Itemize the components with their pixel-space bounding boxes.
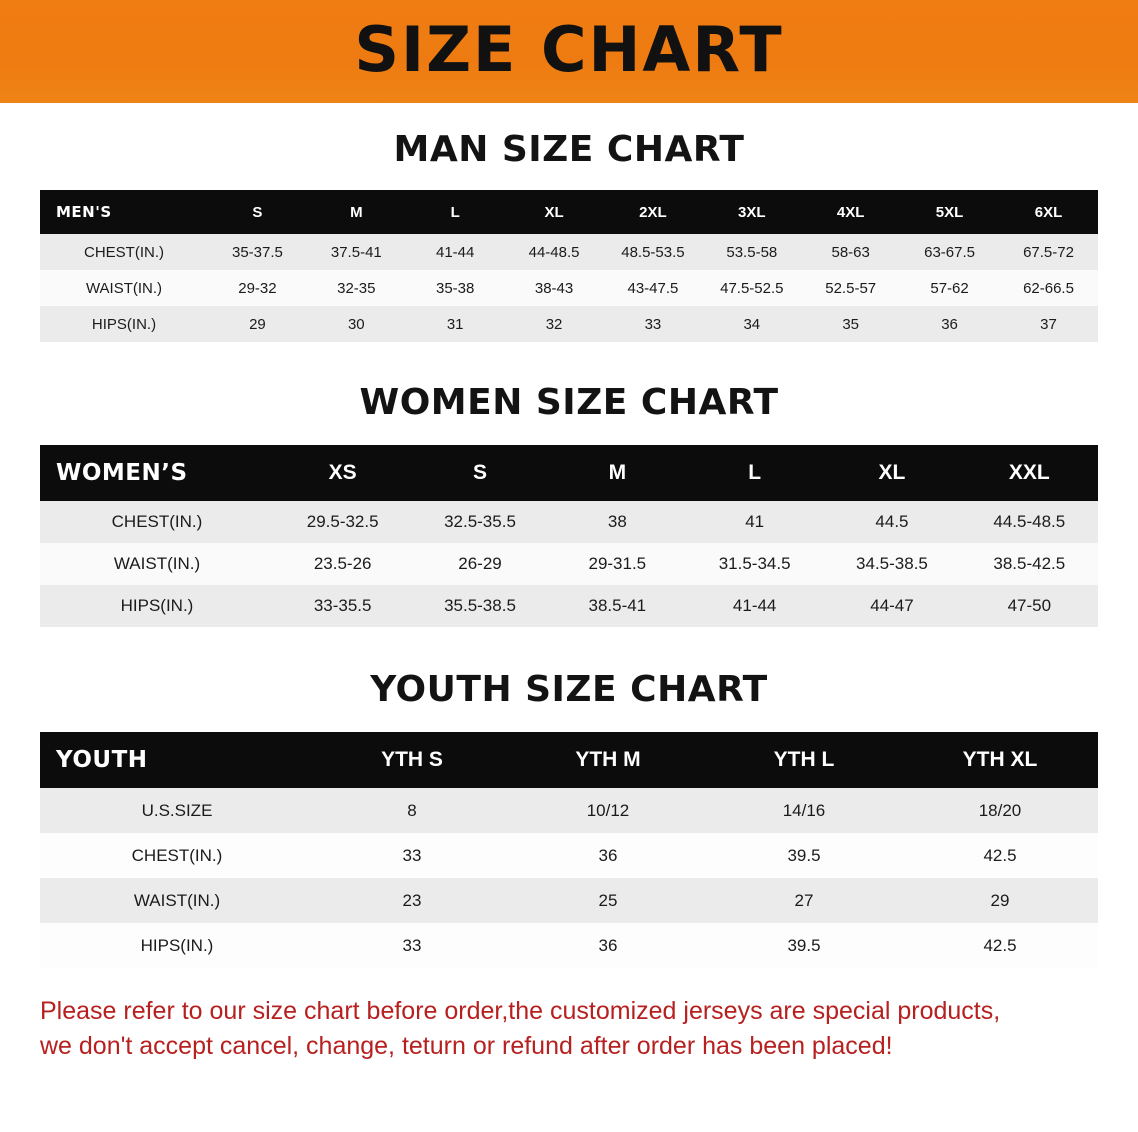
women-cell-2-4: 44-47 bbox=[870, 596, 914, 615]
youth-cell-2-2: 27 bbox=[794, 890, 814, 910]
man-cell-2-1: 30 bbox=[347, 315, 365, 333]
man-cell-0-0: 35-37.5 bbox=[232, 243, 283, 261]
women-size-table bbox=[40, 445, 1098, 627]
man-cell-2-6: 35 bbox=[842, 315, 860, 333]
man-table-header bbox=[40, 190, 1098, 234]
women-table-header bbox=[40, 445, 1098, 501]
women-cell-2-2: 38.5-41 bbox=[588, 596, 647, 615]
table-row bbox=[40, 306, 1098, 342]
women-cell-1-0: 23.5-26 bbox=[313, 554, 372, 573]
man-cell-0-1: 37.5-41 bbox=[330, 243, 382, 261]
youth-row-2-label: WAIST(IN.) bbox=[133, 890, 221, 910]
table-row bbox=[40, 234, 1098, 270]
women-cell-1-3: 31.5-34.5 bbox=[718, 554, 791, 573]
youth-col-1: YTH M bbox=[575, 748, 641, 771]
women-cell-2-1: 35.5-38.5 bbox=[444, 596, 516, 615]
women-col-3: L bbox=[748, 461, 762, 484]
disclaimer-line-1: Please refer to our size chart before order,the customized jerseys are special products, bbox=[40, 997, 1001, 1025]
disclaimer-note bbox=[40, 994, 1098, 1063]
youth-col-0: YTH S bbox=[381, 748, 443, 771]
youth-cell-3-3: 42.5 bbox=[983, 935, 1017, 955]
women-cell-2-5: 47-50 bbox=[1007, 596, 1052, 615]
women-cell-1-2: 29-31.5 bbox=[588, 554, 647, 573]
youth-table-header bbox=[40, 732, 1098, 788]
women-cell-2-3: 41-44 bbox=[732, 596, 777, 615]
man-size-table bbox=[40, 190, 1098, 342]
man-col-6: 4XL bbox=[836, 203, 865, 221]
youth-cell-3-1: 36 bbox=[598, 935, 618, 955]
man-col-4: 2XL bbox=[639, 203, 667, 221]
youth-row-3-label: HIPS(IN.) bbox=[140, 935, 214, 955]
women-col-4: XL bbox=[878, 461, 906, 484]
man-cell-2-2: 31 bbox=[446, 315, 464, 333]
youth-col-3: YTH XL bbox=[962, 748, 1038, 771]
youth-cell-0-1: 10/12 bbox=[586, 800, 630, 820]
man-cell-1-5: 47.5-52.5 bbox=[720, 279, 784, 297]
man-col-7: 5XL bbox=[935, 203, 964, 221]
youth-cell-2-3: 29 bbox=[990, 890, 1010, 910]
man-cell-2-3: 32 bbox=[545, 315, 563, 333]
man-col-1: M bbox=[350, 203, 363, 221]
women-cell-2-0: 33-35.5 bbox=[313, 596, 372, 615]
women-cell-0-3: 41 bbox=[745, 512, 765, 531]
man-cell-0-3: 44-48.5 bbox=[528, 243, 580, 261]
women-table-wrapper bbox=[40, 445, 1098, 627]
man-cell-1-8: 62-66.5 bbox=[1023, 279, 1074, 297]
man-col-3: XL bbox=[544, 203, 564, 221]
women-cell-0-0: 29.5-32.5 bbox=[306, 512, 379, 531]
youth-cell-0-2: 14/16 bbox=[782, 800, 826, 820]
man-col-2: L bbox=[450, 203, 460, 221]
youth-cell-1-0: 33 bbox=[402, 845, 422, 865]
table-row bbox=[40, 543, 1098, 585]
women-col-1: S bbox=[472, 461, 487, 484]
youth-section-heading: YOUTH SIZE CHART bbox=[370, 669, 768, 710]
youth-cell-2-1: 25 bbox=[598, 890, 618, 910]
table-row bbox=[40, 878, 1098, 923]
youth-table-body bbox=[40, 788, 1098, 968]
table-row bbox=[40, 501, 1098, 543]
man-cell-1-0: 29-32 bbox=[238, 279, 277, 297]
man-cell-0-7: 63-67.5 bbox=[924, 243, 975, 261]
youth-size-table bbox=[40, 732, 1098, 968]
women-row-1-label: WAIST(IN.) bbox=[113, 554, 201, 573]
man-row-2-label: HIPS(IN.) bbox=[91, 315, 157, 333]
man-cell-1-2: 35-38 bbox=[436, 279, 475, 297]
man-cell-0-8: 67.5-72 bbox=[1023, 243, 1074, 261]
man-col-8: 6XL bbox=[1034, 203, 1063, 221]
table-row bbox=[40, 788, 1098, 833]
women-cell-0-5: 44.5-48.5 bbox=[993, 512, 1066, 531]
banner bbox=[0, 0, 1138, 103]
table-row bbox=[40, 833, 1098, 878]
youth-cell-1-3: 42.5 bbox=[983, 845, 1017, 865]
youth-cell-0-3: 18/20 bbox=[978, 800, 1022, 820]
women-cell-0-2: 38 bbox=[607, 512, 627, 531]
man-corner-label: MEN'S bbox=[56, 203, 112, 221]
youth-cell-3-2: 39.5 bbox=[787, 935, 821, 955]
man-col-0: S bbox=[252, 203, 263, 221]
youth-row-1-label: CHEST(IN.) bbox=[131, 845, 223, 865]
youth-cell-1-1: 36 bbox=[598, 845, 618, 865]
man-cell-2-5: 34 bbox=[743, 315, 761, 333]
page-title: SIZE CHART bbox=[354, 12, 784, 86]
disclaimer-line-2: we don't accept cancel, change, teturn or refund after order has been placed! bbox=[40, 1031, 893, 1060]
women-row-2-label: HIPS(IN.) bbox=[120, 596, 194, 615]
man-cell-1-7: 57-62 bbox=[930, 279, 969, 297]
man-cell-2-0: 29 bbox=[249, 315, 266, 333]
women-cell-1-1: 26-29 bbox=[458, 554, 502, 573]
man-cell-0-5: 53.5-58 bbox=[726, 243, 778, 261]
table-row bbox=[40, 923, 1098, 968]
man-cell-1-6: 52.5-57 bbox=[825, 279, 877, 297]
man-cell-0-6: 58-63 bbox=[831, 243, 870, 261]
youth-cell-2-0: 23 bbox=[402, 890, 422, 910]
women-cell-0-1: 32.5-35.5 bbox=[444, 512, 516, 531]
table-row bbox=[40, 585, 1098, 627]
man-cell-2-7: 36 bbox=[941, 315, 958, 333]
women-corner-label: WOMEN’S bbox=[56, 460, 188, 486]
youth-row-0-label: U.S.SIZE bbox=[141, 800, 213, 820]
man-cell-0-4: 48.5-53.5 bbox=[621, 243, 685, 261]
man-row-0-label: CHEST(IN.) bbox=[84, 243, 164, 261]
man-cell-1-4: 43-47.5 bbox=[627, 279, 679, 297]
man-cell-1-3: 38-43 bbox=[534, 279, 574, 297]
table-row bbox=[40, 270, 1098, 306]
table-header-row bbox=[40, 732, 1098, 788]
women-col-5: XXL bbox=[1008, 461, 1050, 484]
youth-corner-label: YOUTH bbox=[56, 747, 148, 773]
women-cell-1-5: 38.5-42.5 bbox=[993, 554, 1066, 573]
man-cell-2-4: 33 bbox=[644, 315, 662, 333]
man-section-heading: MAN SIZE CHART bbox=[393, 129, 745, 170]
man-cell-1-1: 32-35 bbox=[337, 279, 376, 297]
women-col-2: M bbox=[608, 461, 627, 484]
man-cell-2-8: 37 bbox=[1040, 315, 1057, 333]
man-cell-0-2: 41-44 bbox=[436, 243, 475, 261]
women-cell-1-4: 34.5-38.5 bbox=[856, 554, 928, 573]
youth-cell-1-2: 39.5 bbox=[787, 845, 821, 865]
table-header-row bbox=[40, 190, 1098, 234]
women-cell-0-4: 44.5 bbox=[875, 512, 909, 531]
man-col-5: 3XL bbox=[738, 203, 766, 221]
women-row-0-label: CHEST(IN.) bbox=[111, 512, 203, 531]
man-table-wrapper bbox=[40, 190, 1098, 342]
women-col-0: XS bbox=[328, 461, 357, 484]
women-section-heading: WOMEN SIZE CHART bbox=[359, 382, 779, 423]
youth-cell-0-0: 8 bbox=[407, 800, 417, 820]
youth-col-2: YTH L bbox=[773, 748, 835, 771]
man-table-body bbox=[40, 234, 1098, 342]
man-row-1-label: WAIST(IN.) bbox=[85, 279, 163, 297]
table-header-row bbox=[40, 445, 1098, 501]
youth-cell-3-0: 33 bbox=[402, 935, 422, 955]
youth-table-wrapper bbox=[40, 732, 1098, 968]
women-table-body bbox=[40, 501, 1098, 627]
